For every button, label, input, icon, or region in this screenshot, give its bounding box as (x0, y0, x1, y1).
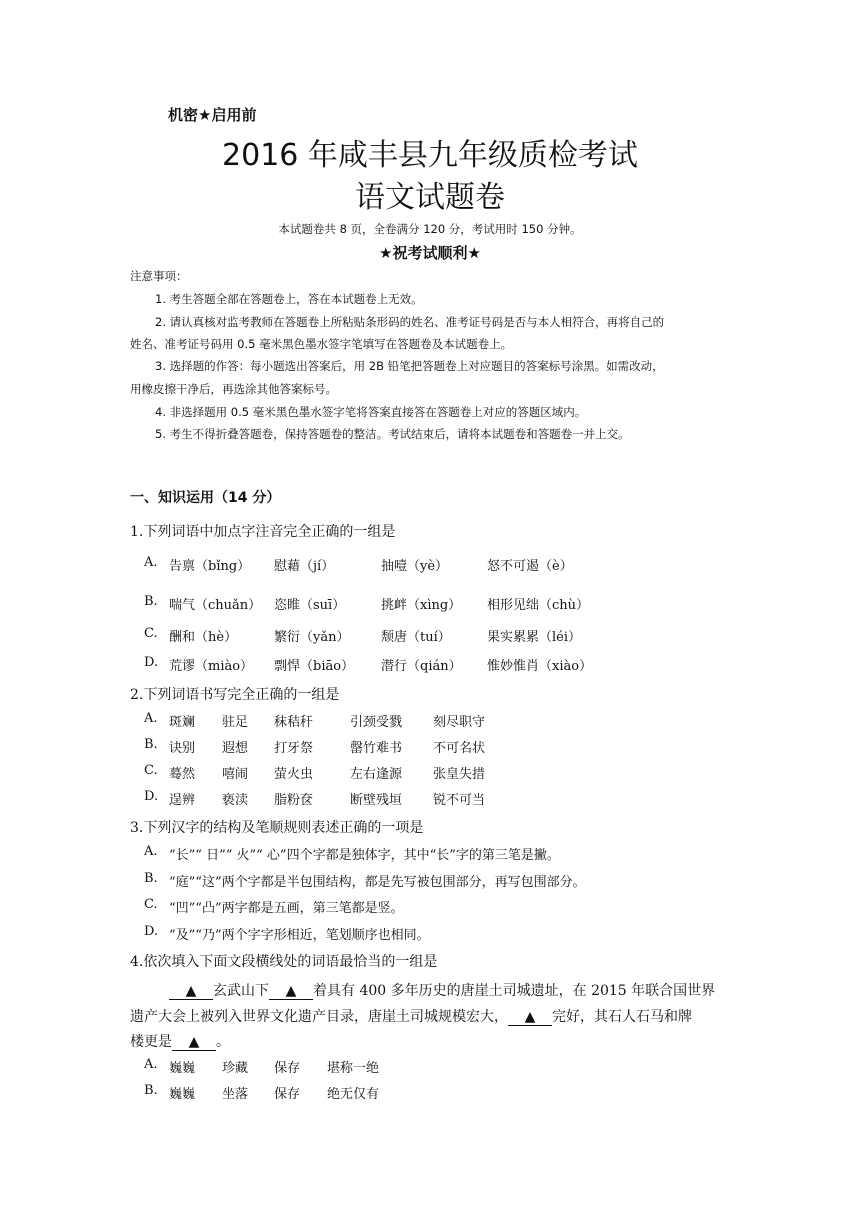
option-label: C. (144, 897, 158, 912)
section-title: 一、知识运用（14 分） (130, 490, 281, 506)
option-word: 坐落 (222, 1087, 249, 1102)
option-text: “及”“乃”两个字字形相近，笔划顺序也相同。 (169, 928, 430, 943)
option-word: 诀别 (169, 741, 196, 756)
option-word: 锐不可当 (433, 793, 486, 808)
notice-line: 3. 选择题的作答：每小题选出答案后，用 2B 铅笔把答题卷上对应题目的答案标号涂黑。如需改动， (155, 359, 664, 373)
question-stem: 2.下列词语书写完全正确的一组是 (130, 687, 340, 703)
option-label: A. (144, 1057, 158, 1072)
option-label: D. (144, 789, 159, 804)
option-word: 堪称一绝 (327, 1061, 380, 1076)
option-word: 潜行（qián） (381, 659, 462, 674)
passage-text: 遗产大会上被列入世界文化遗产目录，唐崖土司城规模宏大， (130, 1009, 508, 1025)
option-word: 逞辨 (169, 793, 196, 808)
option-word: 萤火虫 (274, 767, 314, 782)
option-word: 断壁残垣 (350, 793, 403, 808)
passage-line (169, 980, 715, 1000)
option-label: B. (144, 1083, 158, 1098)
confidential-mark: 机密★启用前 (168, 106, 257, 124)
question-stem: 1.下列词语中加点字注音完全正确的一组是 (130, 524, 396, 540)
option-label: C. (144, 626, 158, 641)
option-word: 喘气（chuǎn） (169, 598, 262, 613)
option-word: 荒谬（miào） (169, 659, 254, 674)
option-word: 相形见绌（chù） (487, 598, 590, 613)
option-label: B. (144, 871, 158, 886)
option-label: B. (144, 594, 158, 609)
option-word: 遐想 (222, 741, 249, 756)
fill-blank: ▲ (269, 983, 313, 1000)
option-word: 张皇失措 (433, 767, 486, 782)
passage-text: 玄武山下 (213, 983, 269, 999)
option-word: 保存 (274, 1061, 301, 1076)
option-word: 蓦然 (169, 767, 196, 782)
fill-blank: ▲ (169, 983, 213, 1000)
question-stem: 4.依次填入下面文段横线处的词语最恰当的一组是 (130, 954, 438, 970)
option-word: 恣睢（suī） (274, 598, 346, 613)
passage-line (130, 1031, 230, 1051)
option-word: 秣秸秆 (274, 715, 314, 730)
option-word: 引颈受戮 (350, 715, 403, 730)
option-label: C. (144, 763, 158, 778)
exam-title: 2016 年咸丰县九年级质检考试 (222, 138, 638, 173)
option-label: D. (144, 655, 159, 670)
option-word: 绝无仅有 (327, 1087, 380, 1102)
notice-line: 用橡皮擦干净后，再选涂其他答案标号。 (130, 382, 337, 396)
option-word: 刻尽职守 (433, 715, 486, 730)
option-word: 怒不可遏（è） (487, 559, 573, 574)
option-word: 颓唐（tuí） (381, 630, 451, 645)
passage-text: 着具有 400 多年历史的唐崖土司城遗址，在 2015 年联合国世界 (313, 983, 716, 999)
option-word: 打牙祭 (274, 741, 314, 756)
option-word: 巍巍 (169, 1087, 196, 1102)
option-word: 左右逢源 (350, 767, 403, 782)
option-word: 告禀（bǐng） (169, 559, 251, 574)
option-word: 斑斓 (169, 715, 196, 730)
option-label: D. (144, 924, 159, 939)
option-text: “长”“ 日”“ 火”“ 心”四个字都是独体字，其中“长”字的第三笔是撇。 (169, 848, 560, 863)
option-word: 抽噎（yè） (381, 559, 449, 574)
fill-blank: ▲ (172, 1034, 216, 1051)
option-word: 罄竹难书 (350, 741, 403, 756)
notice-line: 1. 考生答题全部在答题卷上，答在本试题卷上无效。 (155, 292, 423, 306)
option-label: B. (144, 737, 158, 752)
paper-title: 语文试题卷 (355, 180, 505, 215)
option-word: 脂粉奁 (274, 793, 314, 808)
option-word: 不可名状 (433, 741, 486, 756)
option-word: 酬和（hè） (169, 630, 238, 645)
option-word: 剽悍（biāo） (274, 659, 355, 674)
good-luck-line: ★祝考试顺利★ (379, 244, 481, 262)
option-word: 亵渎 (222, 793, 249, 808)
option-word: 巍巍 (169, 1061, 196, 1076)
passage-text: 楼更是 (130, 1034, 172, 1050)
notice-heading: 注意事项： (130, 269, 188, 283)
option-word: 惟妙惟肖（xiào） (487, 659, 593, 674)
passage-text: 。 (216, 1034, 230, 1050)
option-text: “凹”“凸”两字都是五画，第三笔都是竖。 (169, 901, 404, 916)
passage-line (130, 1006, 692, 1026)
option-word: 驻足 (222, 715, 249, 730)
question-stem: 3.下列汉字的结构及笔顺规则表述正确的一项是 (130, 820, 424, 836)
passage-text: 完好，其石人石马和牌 (552, 1009, 692, 1025)
option-word: 果实累累（léi） (487, 630, 582, 645)
notice-line: 5. 考生不得折叠答题卷，保持答题卷的整洁。考试结束后，请将本试题卷和答题卷一并上交。 (155, 427, 630, 441)
option-word: 挑衅（xìng） (381, 598, 462, 613)
option-word: 繁衍（yǎn） (274, 630, 350, 645)
option-word: 嘻闹 (222, 767, 249, 782)
option-text: “庭”“这”两个字都是半包围结构，都是先写被包围部分，再写包围部分。 (169, 875, 586, 890)
option-label: A. (144, 844, 158, 859)
notice-line: 2. 请认真核对监考教师在答题卷上所粘贴条形码的姓名、准考证号码是否与本人相符合，再将自己的 (155, 315, 665, 329)
fill-blank: ▲ (508, 1009, 552, 1026)
option-label: A. (144, 711, 158, 726)
option-word: 慰藉（jí） (274, 559, 335, 574)
paper-intro: 本试题卷共 8 页，全卷满分 120 分，考试用时 150 分钟。 (278, 222, 582, 236)
option-word: 保存 (274, 1087, 301, 1102)
notice-line: 4. 非选择题用 0.5 毫米黑色墨水签字笔将答案直接答在答题卷上对应的答题区域内。 (155, 405, 587, 419)
notice-line: 姓名、准考证号码用 0.5 毫米黑色墨水签字笔填写在答题卷及本试题卷上。 (130, 337, 513, 351)
option-label: A. (144, 555, 158, 570)
option-word: 珍藏 (222, 1061, 249, 1076)
